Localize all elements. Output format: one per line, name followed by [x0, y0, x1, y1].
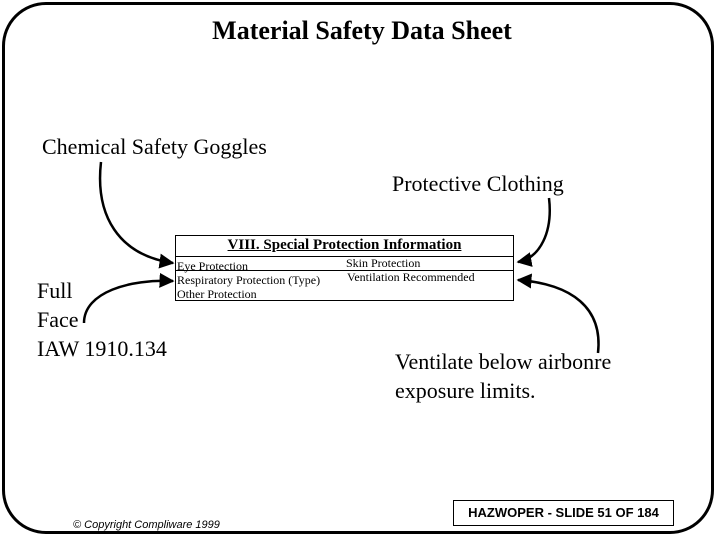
arrow-clothing	[518, 198, 550, 262]
field-other-protection: Other Protection	[177, 287, 257, 301]
field-respiratory-protection: Respiratory Protection (Type)	[177, 273, 321, 287]
callout-full-face-line-1: Full	[37, 278, 73, 303]
callout-full-face-line-2: Face	[37, 307, 79, 332]
section-heading: VIII. Special Protection Information	[227, 237, 462, 253]
callout-ventilate-line-2: exposure limits.	[395, 378, 536, 403]
arrow-ventilate	[518, 280, 599, 353]
callout-goggles: Chemical Safety Goggles	[42, 134, 267, 159]
callout-protective-clothing: Protective Clothing	[392, 171, 564, 196]
field-skin-protection: Skin Protection	[346, 256, 421, 270]
slide-counter: HAZWOPER - SLIDE 51 OF 184	[453, 500, 674, 526]
arrow-goggles	[100, 162, 173, 263]
arrow-full-face	[84, 281, 173, 323]
field-eye-protection: Eye Protection	[177, 259, 248, 273]
copyright-text: © Copyright Compliware 1999	[73, 519, 220, 531]
field-ventilation-recommended: Ventilation Recommended	[347, 270, 475, 284]
callout-ventilate-line-1: Ventilate below airbonre	[395, 349, 612, 374]
slide-title: Material Safety Data Sheet	[212, 16, 512, 45]
callout-full-face-line-3: IAW 1910.134	[37, 336, 167, 361]
